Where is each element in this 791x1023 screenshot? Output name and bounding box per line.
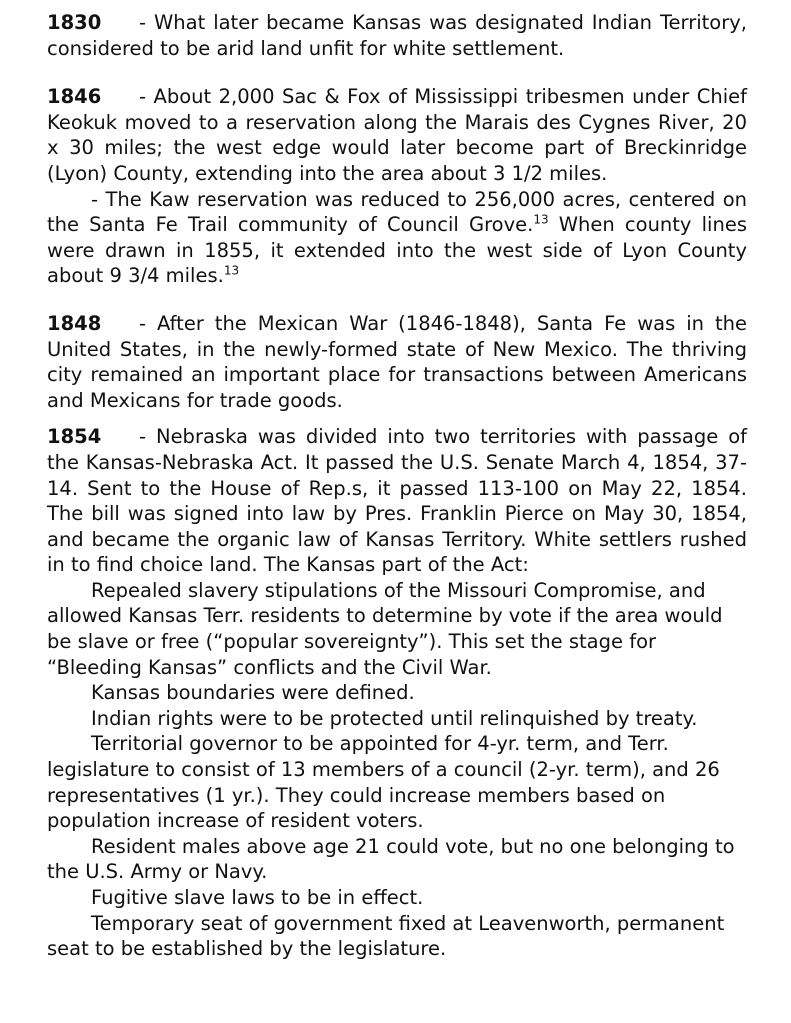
provision-item: Resident males above age 21 could vote, but no one belonging to the U.S. Army or Navy. (47, 834, 735, 884)
provision-item: Temporary seat of government fixed at Leavenworth, permanent seat to be established by the legislature. (47, 911, 725, 961)
entry-year: 1848 (47, 311, 102, 335)
entry-1846 (47, 84, 747, 186)
footnote-ref: 13 (223, 263, 240, 278)
entry-1854 (47, 424, 747, 578)
entry-1846-kaw (47, 187, 747, 289)
footnote-ref: 13 (533, 212, 549, 227)
entry-year: 1854 (47, 425, 102, 449)
entry-text: - What later became Kansas was designated Indian Territory, considered to be arid land unfit for white settlement. (47, 11, 747, 60)
entry-text: - After the Mexican War (1846-1848), Santa Fe was in the United States, in the newly-formed state of New Mexico. The thriving city remained an important place for transactions between Americans and Mexicans for trade goods. (47, 311, 747, 412)
entry-text: - About 2,000 Sac & Fox of Mississippi tribesmen under Chief Keokuk moved to a reservation along the Marais des Cygnes River, 20 x 30 miles; the west edge would later become part of Breckinridge (Lyon) County, extending into the area about 3 1/2 miles. (47, 85, 747, 185)
spacer (47, 289, 747, 311)
entry-1848 (47, 311, 747, 413)
provision-item: Fugitive slave laws to be in effect. (91, 886, 424, 909)
entry-year: 1830 (47, 11, 102, 34)
entry-1830 (47, 10, 747, 61)
document-page (47, 10, 747, 962)
kaw-text-a: - The Kaw reservation was reduced to 256,000 acres, centered on the Santa Fe Trail community of Council Grove. (47, 187, 747, 237)
entry-year: 1846 (47, 85, 102, 109)
entry-text: - Nebraska was divided into two territories with passage of the Kansas-Nebraska Act. It passed the U.S. Senate March 4, 1854, 37-14. Sent to the House of Rep.s, it passed 113-100 on May 22, 1854. The bill was signed into law by Pres. Franklin Pierce on May 30, 1854, and became the organic law of Kansas Territory. White settlers rushed in to find choice land. The Kansas part of the Act: (47, 425, 747, 577)
provision-item: Indian rights were to be protected until relinquished by treaty. (91, 706, 698, 730)
provision-item: Kansas boundaries were defined. (91, 681, 415, 705)
kaw-text-b: When county lines were drawn in 1855, it extended into the west side of Lyon County about 9 3/4 miles. (47, 213, 747, 288)
spacer (47, 61, 747, 84)
provision-item: Territorial governor to be appointed for 4-yr. term, and Terr. legislature to consist of 13 members of a council (2-yr. term), and 26 representatives (1 yr.). They could increase members based on population increase of resident voters. (47, 732, 720, 833)
provision-item: Repealed slavery stipulations of the Missouri Compromise, and allowed Kansas Terr. residents to determine by vote if the area would be slave or free (“popular sovereignty”). This set the stage for “Bleeding Kansas” conflicts and the Civil War. (47, 578, 723, 679)
spacer (47, 413, 747, 424)
